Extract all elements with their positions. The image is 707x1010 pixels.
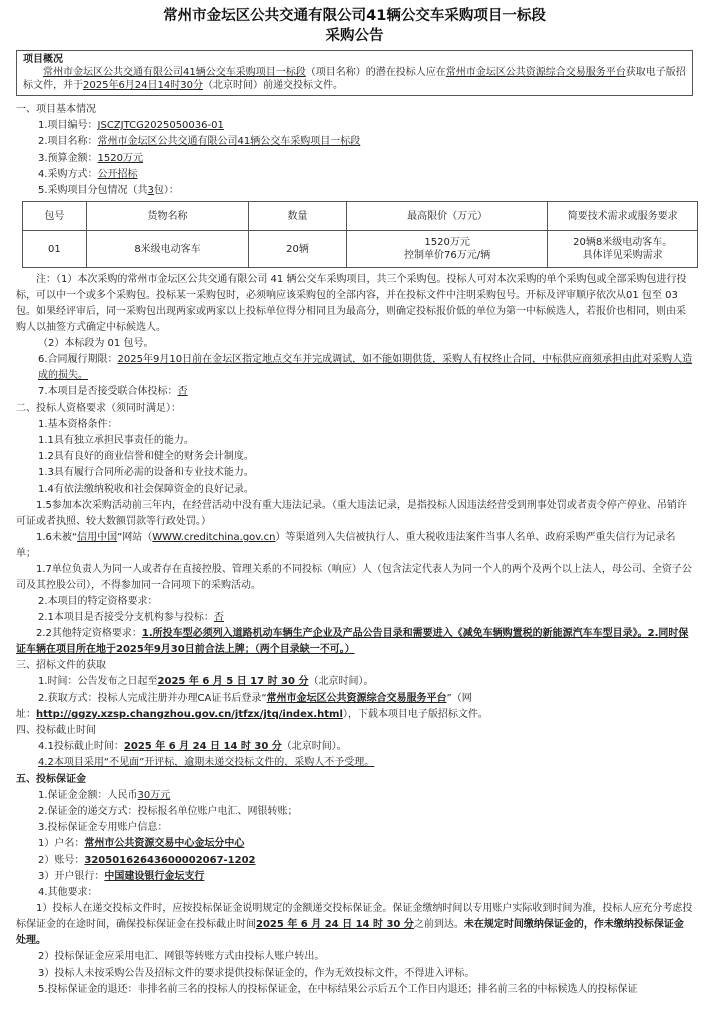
contract-period-value: 2025年9月10日前在金坛区指定地点交车并完成调试，如不能如期供货，采购人有权终止合同，中标供应商须承担由此对采购人造成的损失。	[38, 354, 693, 382]
requirement-2: 2）投标保证金应采用电汇、网银等转账方式由投标人账户转出。	[38, 951, 325, 963]
qual-2-1	[16, 610, 693, 626]
note-2: （2）本标段为 01 包号。	[38, 338, 154, 350]
deposit-refund: 5.投标保证金的退还：非排名前三名的投标人的投标保证金，在中标结果公示后五个工作日内退还；排名前三名的中标候选人的投标保证	[38, 983, 638, 995]
th-package-no: 包号	[23, 202, 87, 231]
th-requirements: 简要技术需求或服务要求	[548, 202, 698, 231]
requirement-1-d: 未在规定时间缴纳保证金的，作未缴纳投标保证金处理。	[16, 919, 684, 947]
qual-1-1: 1.1具有独立承担民事责任的能力。	[38, 435, 194, 447]
overview-text-2: （项目名称）的潜在投标人应在	[305, 67, 446, 78]
cell-requirements	[548, 231, 698, 268]
consortium	[16, 384, 693, 400]
deposit-amount	[16, 788, 693, 804]
project-code-value: JSCZJTCG2025050036-01	[97, 120, 224, 132]
qual-2-1-label: 2.1本项目是否接受分支机构参与投标：	[38, 612, 214, 624]
remote-bidding-note	[16, 755, 693, 771]
docs-way-post: ”（网	[446, 692, 472, 704]
consortium-label: 7.本项目是否接受联合体投标：	[38, 386, 178, 398]
note-1: 注：（1）本次采购的常州市金坛区公共交通有限公司 41 辆公交车采购项目，共三个采购包。投标人可对本次采购的单个采购包或全部采购包进行投标，可以中一个或多个采购包。投标某一采购包时，必须响应该采购包的全部内容，并在投标文件中注明采购包号。开标及评审顺序依次从01 包至 03 包。如果经评审后，同一采购包出现两家或两家以上投标单位得分相同且为最高分，则确定投标报价低的单位为第一中标候选人，若报价也相同，则由采购人以抽签方式确定中标候选人。	[16, 274, 687, 334]
requirement-1	[16, 901, 693, 949]
requirement-1-deadline: 2025 年 6 月 24 日 14 时 30 分	[256, 919, 414, 931]
contract-period-label: 6.合同履行期限：	[38, 354, 118, 366]
table-row	[23, 231, 698, 268]
title-line-1: 常州市金坛区公共交通有限公司41辆公交车采购项目一标段	[163, 8, 546, 24]
account-holder	[16, 836, 693, 852]
project-name	[16, 134, 693, 150]
qual-1-6-a: 1.6未被“	[36, 531, 78, 543]
consortium-value: 否	[177, 386, 188, 398]
credit-china-link[interactable]: WWW.creditchina.gov.cn	[152, 531, 276, 543]
cell-price-unit: 控制单价76万元/辆	[404, 250, 491, 262]
overview-text-6: （北京时间）前递交投标文件。	[203, 80, 343, 91]
package-info	[16, 183, 693, 199]
project-overview-box	[16, 50, 693, 96]
qual-1-5: 1.5参加本次采购活动前三年内，在经营活动中没有重大违法记录。（重大违法记录，是指投标人因违法经营受到刑事处罚或者责令停产停业、吊销许可证或者执照、较大数额罚款等行政处罚。）	[16, 499, 687, 527]
project-name-value: 常州市金坛区公共交通有限公司41辆公交车采购项目一标段	[97, 136, 361, 148]
bid-deadline	[16, 739, 693, 755]
qual-1-4: 1.4有依法缴纳税收和社会保障资金的良好记录。	[38, 483, 254, 495]
docs-url-label: 址：	[16, 708, 36, 720]
docs-time-value: 2025 年 6 月 5 日 17 时 30 分	[157, 676, 309, 688]
account-number	[16, 853, 693, 869]
docs-way-label: 2.获取方式：投标人完成注册并办理CA证书后登录“	[38, 692, 267, 704]
qual-2-2-label: 2.2其他特定资格要求：	[36, 628, 142, 640]
package-count: 3	[147, 185, 154, 197]
section-4-heading: 四、投标截止时间	[16, 725, 96, 737]
docs-url-end: ），下载本项目电子版招标文件。	[342, 708, 488, 720]
title-line-2: 采购公告	[325, 28, 384, 44]
qual-1-2: 1.2具有良好的商业信誉和健全的财务会计制度。	[38, 451, 254, 463]
docs-time	[16, 674, 693, 690]
th-quantity: 数量	[249, 202, 347, 231]
procurement-method	[16, 167, 693, 183]
account-holder-value: 常州市公共资源交易中心金坛分中心	[84, 838, 245, 850]
bid-deadline-value: 2025 年 6 月 24 日 14 时 30 分	[123, 741, 282, 753]
credit-china-name: 信用中国	[77, 531, 118, 543]
budget	[16, 151, 693, 167]
cell-max-price	[346, 231, 548, 268]
contract-period	[16, 352, 693, 384]
method-value: 公开招标	[97, 168, 138, 180]
other-requirements: 4.其他要求：	[38, 887, 98, 899]
cell-quantity: 20辆	[249, 231, 347, 268]
cell-goods-name: 8米级电动客车	[86, 231, 249, 268]
section-5-heading: 五、投标保证金	[16, 773, 86, 785]
section-2-heading: 二、投标人资格要求（须同时满足）：	[16, 402, 181, 414]
qual-1-7: 1.7单位负责人为同一人或者存在直接控股、管理关系的不同投标（响应）人（包含法定代表人为同一个人的两个及两个以上法人，母公司、全资子公司及其控股公司），不得参加同一合同项下的采购活动。	[16, 563, 692, 591]
th-goods-name: 货物名称	[86, 202, 249, 231]
deposit-amount-value: 30万元	[137, 789, 171, 801]
account-number-value: 32050162643600002067-1202	[84, 854, 256, 866]
remote-bidding-note-text: 4.2本项目采用“不见面”开评标，逾期未递交投标文件的，采购人不予受理。	[38, 757, 375, 769]
account-number-label: 2）账号：	[38, 854, 85, 866]
overview-platform: 常州市金坛区公共资源综合交易服务平台	[445, 67, 626, 78]
deposit-way: 2.保证金的递交方式：投标报名单位账户电汇、网银转账；	[38, 806, 298, 818]
section-1-heading: 一、项目基本情况	[16, 104, 96, 115]
account-bank	[16, 869, 693, 885]
account-bank-label: 3）开户银行：	[38, 870, 105, 882]
basic-qualifications: 1.基本资格条件：	[38, 418, 118, 430]
docs-time-label: 1.时间：公告发布之日起至	[38, 676, 158, 688]
overview-project-name: 常州市金坛区公共交通有限公司41辆公交车采购项目一标段	[43, 67, 306, 78]
special-qualifications: 2.本项目的特定资格要求：	[38, 595, 158, 607]
budget-value: 1520万元	[97, 152, 143, 164]
qual-1-3: 1.3具有履行合同所必需的设备和专业技术能力。	[38, 467, 254, 479]
budget-label: 3.预算金额：	[38, 152, 98, 164]
docs-way	[16, 691, 693, 707]
qual-1-6	[16, 530, 693, 562]
section-3-heading: 三、招标文件的获取	[16, 660, 106, 672]
deposit-account-head: 3.投标保证金专用账户信息：	[38, 822, 168, 834]
requirement-1-a: 1）投标人在递交投标文件时，应按投标保证金说明规定的金额递交投标保证金。保证金缴纳时间以专用账户实际收到时间为准，投标人应充分考虑投标保证金的在途时间，确保投标保证金在投标截止时间	[16, 903, 693, 931]
overview-heading: 项目概况	[23, 54, 63, 65]
cell-price-total: 1520万元	[424, 237, 470, 249]
overview-text	[23, 66, 686, 92]
docs-url-line	[16, 707, 693, 723]
account-bank-value: 中国建设银行金坛支行	[104, 870, 205, 882]
overview-text-4: 获取电子版招标文件，并于	[23, 67, 686, 91]
package-info-pre: 5.采购项目分包情况（共	[38, 185, 148, 197]
account-holder-label: 1）户名：	[38, 838, 85, 850]
package-info-post: 包）：	[153, 185, 179, 197]
cell-req-1: 20辆8米级电动客车。	[573, 237, 673, 249]
docs-url-link[interactable]: http://ggzy.xzsp.changzhou.gov.cn/jtfzx/jtq/index.html	[36, 708, 343, 720]
deposit-amount-label: 1.保证金金额：人民币	[38, 789, 138, 801]
bid-deadline-post: （北京时间）。	[281, 741, 347, 753]
qual-1-6-c: ”网站（	[117, 531, 153, 543]
th-max-price: 最高限价（万元）	[346, 202, 548, 231]
requirement-1-c: 之前到达。	[413, 919, 464, 931]
qual-2-2-value: 1.所投车型必须列入道路机动车辆生产企业及产品公告目录和需要进入《减免车辆购置税的新能源汽车车型目录》。2.同时保证车辆在项目所在地于2025年9月30日前合法上牌；（两个目录缺一不可。）	[16, 628, 689, 656]
package-table	[22, 201, 698, 268]
table-header-row	[23, 202, 698, 231]
qual-1-6-e: ）等渠道列入失信被执行人、重大税收违法案件当事人名单、政府采购严重失信行为记录名单；	[16, 531, 676, 559]
project-code	[16, 118, 693, 134]
overview-deadline: 2025年6月24日14时30分	[83, 80, 203, 91]
bid-deadline-label: 4.1投标截止时间：	[38, 741, 124, 753]
requirement-3: 3）投标人未按采购公告及招标文件的要求提供投标保证金的，作为无效投标文件，不得进入评标。	[38, 967, 475, 979]
cell-req-2: 具体详见采购需求	[582, 250, 663, 262]
qual-2-1-value: 否	[213, 612, 224, 624]
project-code-label: 1.项目编号：	[38, 120, 98, 132]
page-title	[16, 6, 693, 46]
cell-package-no: 01	[23, 231, 87, 268]
method-label: 4.采购方式：	[38, 168, 98, 180]
qual-2-2	[16, 626, 693, 658]
project-name-label: 2.项目名称：	[38, 136, 98, 148]
docs-way-platform: 常州市金坛区公共资源综合交易服务平台	[266, 692, 447, 704]
docs-time-post: （北京时间）。	[308, 676, 374, 688]
